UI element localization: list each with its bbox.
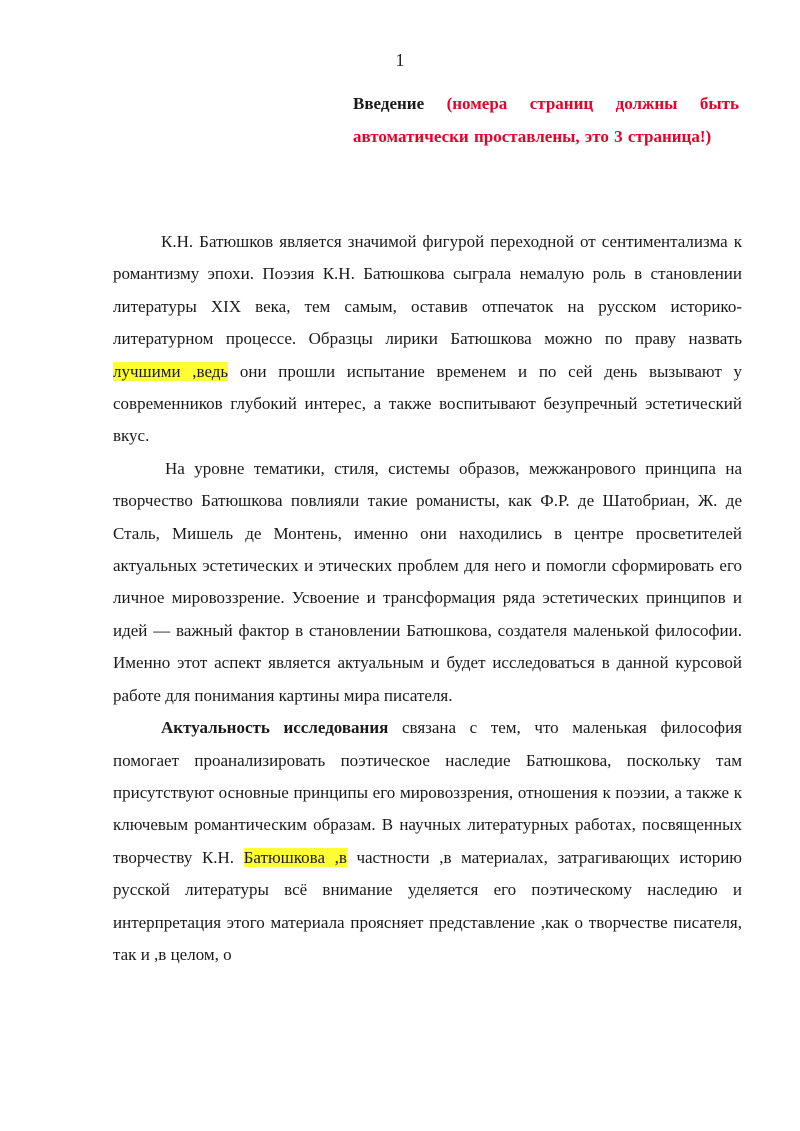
paragraph-text: К.Н. Батюшков является значимой фигурой переходной от сентиментализма к романтизму эпохи. Поэзия К.Н. Батюшкова сыграла немалую роль в становлении литературы XIX века, тем самым, оставив отпечаток на русском историко-литературном процессе. Образцы лирики Батюшкова можно по праву назвать [113,232,742,349]
bold-term: Актуальность исследования [161,718,389,738]
heading-note: (номера страниц должны быть автоматически проставлены, это 3 страница!) [353,94,740,146]
heading-title: Введение [353,94,425,113]
paragraph-text: связана с тем, что маленькая философия помогает проанализировать поэтическое наследие Батюшкова, поскольку там присутствуют основные принципы его мировоззрения, отношения к поэзии, а также к ключевым романтическим образам. В научных литературных работах, посвященных творчеству К.Н. [113,718,742,867]
section-heading [353,88,739,153]
page-number: 1 [395,50,405,70]
body-text [113,226,742,971]
paragraph-influences [113,453,742,712]
highlighted-text: Батюшкова ,в [243,847,347,867]
paragraph-relevance [113,712,742,971]
paragraph-text: они прошли испытание временем и по сей день вызывают у современников глубокий интерес, а также воспитывают безупречный эстетический вкус. [113,361,742,446]
paragraph-intro [113,226,742,453]
paragraph-text: частности ,в материалах, затрагивающих историю русской литературы всё внимание уделяется его поэтическому наследию и интерпретация этого материала проясняет представление ,как о творчестве писателя, так и ,в целом, о [113,847,742,964]
paragraph-text: На уровне тематики, стиля, системы образов, межжанрового принципа на творчество Батюшкова повлияли такие романисты, как Ф.Р. де Шатобриан, Ж. де Сталь, Мишель де Монтень, именно они находились в центре просветителей актуальных эстетических и этических проблем для него и помогли сформировать его личное мировоззрение. Усвоение и трансформация ряда эстетических принципов и идей — важный фактор в становлении Батюшкова, создателя маленькой философии. Именно этот аспект является актуальным и будет исследоваться в данной курсовой работе для понимания картины мира писателя. [113,458,742,705]
highlighted-text: лучшими ,ведь [113,361,229,381]
